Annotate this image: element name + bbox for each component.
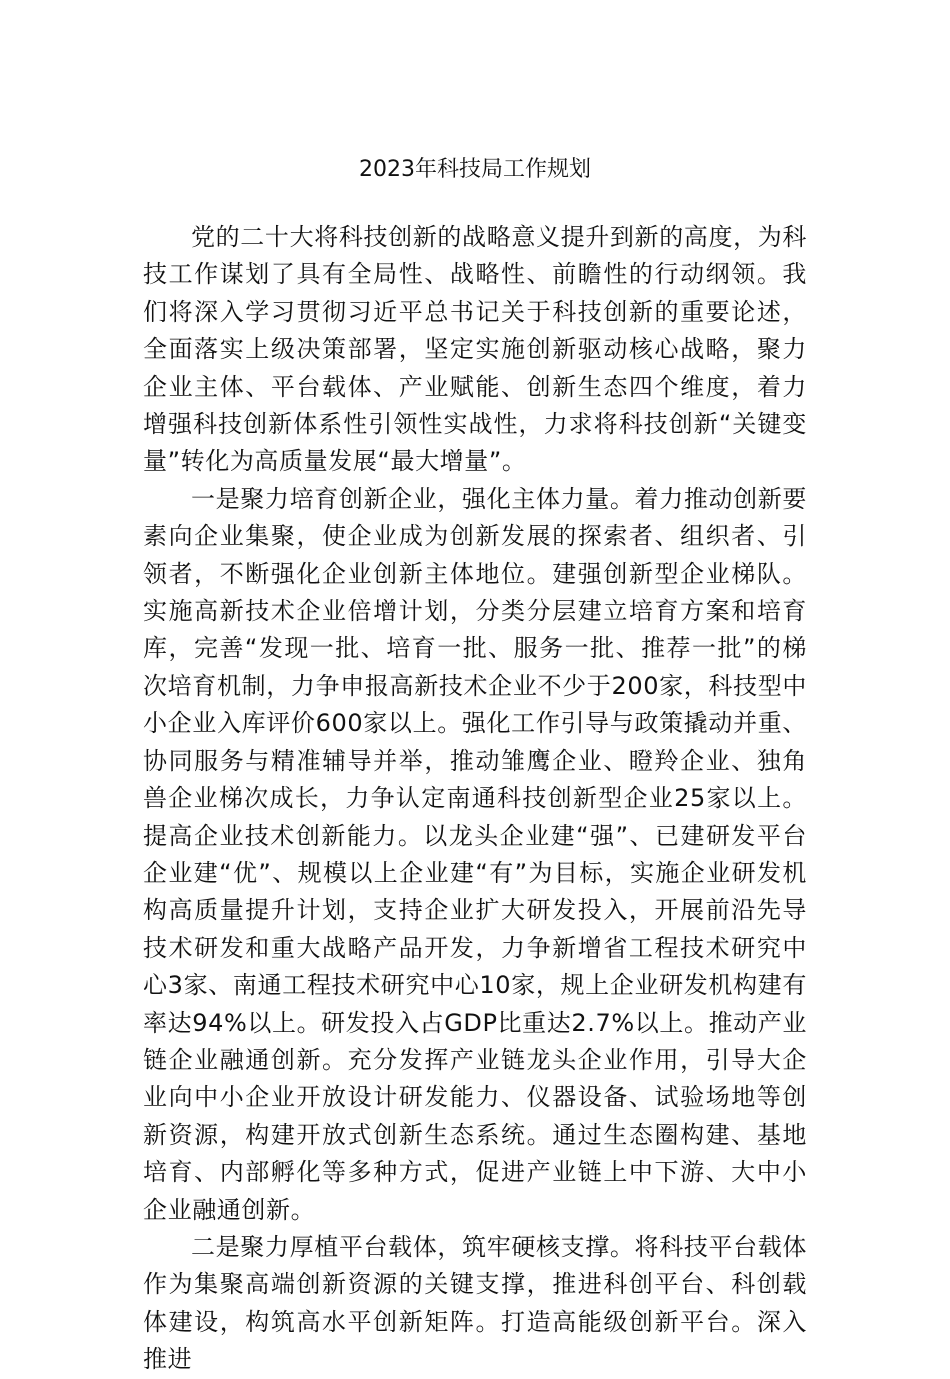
document-title: 2023年科技局工作规划: [359, 157, 591, 182]
document-body: [143, 219, 807, 1379]
paragraph-enterprise: 一是聚力培育创新企业，强化主体力量。着力推动创新要素向企业集聚，使企业成为创新发展的探索者、组织者、引领者，不断强化企业创新主体地位。建强创新型企业梯队。实施高新技术企业倍增计划，分类分层建立培育方案和培育库，完善“发现一批、培育一批、服务一批、推荐一批”的梯次培育机制，力争申报高新技术企业不少于200家，科技型中小企业入库评价600家以上。强化工作引导与政策撬动并重、协同服务与精准辅导并举，推动雏鹰企业、瞪羚企业、独角兽企业梯次成长，力争认定南通科技创新型企业25家以上。提高企业技术创新能力。以龙头企业建“强”、已建研发平台企业建“优”、规模以上企业建“有”为目标，实施企业研发机构高质量提升计划，支持企业扩大研发投入，开展前沿先导技术研发和重大战略产品开发，力争新增省工程技术研究中心3家、南通工程技术研究中心10家，规上企业研发机构建有率达94%以上。研发投入占GDP比重达2.7%以上。推动产业链企业融通创新。充分发挥产业链龙头企业作用，引导大企业向中小企业开放设计研发能力、仪器设备、试验场地等创新资源，构建开放式创新生态系统。通过生态圈构建、基地培育、内部孵化等多种方式，促进产业链上中下游、大中小企业融通创新。: [143, 484, 807, 1224]
paragraph-intro: 党的二十大将科技创新的战略意义提升到新的高度，为科技工作谋划了具有全局性、战略性、前瞻性的行动纲领。我们将深入学习贯彻习近平总书记关于科技创新的重要论述，全面落实上级决策部署，坚定实施创新驱动核心战略，聚力企业主体、平台载体、产业赋能、创新生态四个维度，着力增强科技创新体系性引领性实战性，力求将科技创新“关键变量”转化为高质量发展“最大增量”。: [143, 223, 807, 476]
paragraph-platform: 二是聚力厚植平台载体，筑牢硬核支撑。将科技平台载体作为集聚高端创新资源的关键支撑，推进科创平台、科创载体建设，构筑高水平创新矩阵。打造高能级创新平台。深入推进: [143, 1232, 807, 1374]
